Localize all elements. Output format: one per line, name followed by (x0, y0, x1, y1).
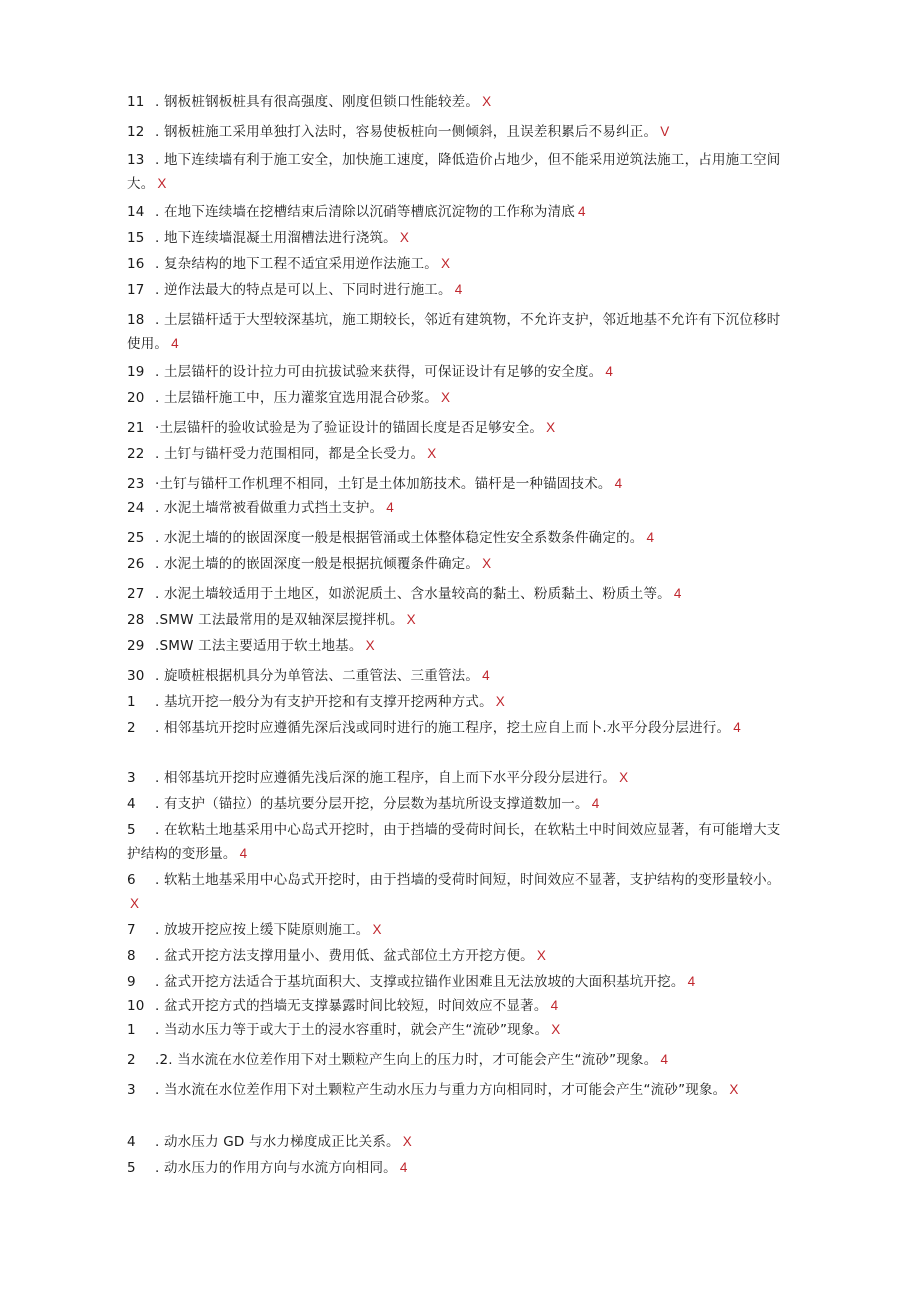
question-item (127, 416, 792, 440)
answer-mark: X (551, 1022, 561, 1037)
question-text: . 水泥土墙较适用于土地区，如淤泥质土、含水量较高的黏土、粉质黏土、粉质土等。 (155, 586, 671, 602)
question-number: 5 (127, 822, 136, 838)
answer-mark: X (372, 922, 382, 937)
answer-mark: 4 (550, 998, 559, 1013)
question-text: . 盆式开挖方法适合于基坑面积大、支撑或拉锚作业困难且无法放坡的大面积基坑开挖。 (155, 974, 685, 990)
question-number: 14 (127, 204, 145, 220)
question-number: 11 (127, 94, 145, 110)
question-item (127, 90, 792, 114)
question-item (127, 252, 792, 276)
answer-mark: X (399, 230, 410, 245)
question-number: 18 (127, 312, 145, 328)
question-item (127, 496, 792, 520)
question-number: 1 (127, 1022, 136, 1038)
question-item (127, 766, 792, 790)
question-item (127, 1078, 792, 1102)
question-item (127, 608, 792, 632)
question-text: . 盆式开挖方法支撑用量小、费用低、盆式部位土方开挖方便。 (155, 948, 534, 964)
question-text: . 放坡开挖应按上缓下陡原则施工。 (155, 922, 370, 938)
question-text: . 逆作法最大的特点是可以上、下同时进行施工。 (155, 282, 452, 298)
question-item (127, 970, 792, 994)
answer-mark: 4 (386, 500, 394, 515)
answer-mark: X (729, 1082, 739, 1097)
question-item (127, 526, 792, 550)
question-number: 26 (127, 556, 145, 572)
question-number: 27 (127, 586, 145, 602)
question-number: 20 (127, 390, 145, 406)
question-item (127, 1130, 792, 1154)
question-item (127, 1018, 792, 1042)
question-item (127, 818, 792, 866)
question-text: . 钢板桩钢板桩具有很高强度、刚度但锁口性能较差。 (155, 94, 480, 110)
question-text: . 当水流在水位差作用下对土颗粒产生动水压力与重力方向相同时，才可能会产生“流砂”现象。 (155, 1082, 727, 1098)
question-number: 6 (127, 872, 136, 888)
answer-mark: 4 (399, 1160, 408, 1175)
question-text: . 软粘土地基采用中心岛式开挖时，由于挡墙的受荷时间短，时间效应不显著，支护结构的变形量较小。 (155, 872, 781, 888)
question-text: . 钢板桩施工采用单独打入法时，容易使板桩向一侧倾斜，且误差积累后不易纠正。 (155, 124, 658, 140)
question-item (127, 690, 792, 714)
question-item (127, 278, 792, 302)
answer-mark: 4 (646, 530, 655, 545)
question-text: . 相邻基坑开挖时应遵循先浅后深的施工程序，自上而下水平分段分层进行。 (155, 770, 617, 786)
question-text: ·土层锚杆的验收试验是为了验证设计的锚固长度是否足够安全。 (155, 420, 544, 436)
question-text: . 盆式开挖方式的挡墙无支撑暴露时间比较短，时间效应不显著。 (155, 998, 548, 1014)
answer-mark: X (495, 694, 506, 709)
question-number: 7 (127, 922, 136, 938)
answer-mark: 4 (733, 720, 741, 735)
answer-mark: 4 (614, 476, 623, 491)
question-number: 19 (127, 364, 145, 380)
question-text: .SMW 工法主要适用于软土地基。 (155, 638, 363, 654)
question-item (127, 918, 792, 942)
question-number: 30 (127, 668, 145, 684)
question-item (127, 120, 792, 144)
question-text: . 相邻基坑开挖时应遵循先深后浅或同时进行的施工程序，挖土应自上而卜.水平分段分层进行。 (155, 720, 731, 736)
question-text: . 复杂结构的地下工程不适宜采用逆作法施工。 (155, 256, 438, 272)
answer-mark: 4 (673, 586, 682, 601)
question-number: 2 (127, 1052, 136, 1068)
question-item (127, 200, 792, 224)
question-text: . 基坑开挖一般分为有支护开挖和有支撑开挖两种方式。 (155, 694, 493, 710)
answer-mark: X (427, 446, 437, 461)
answer-mark: X (130, 896, 140, 911)
question-number: 3 (127, 770, 136, 786)
question-number: 22 (127, 446, 145, 462)
answer-mark: 4 (239, 846, 248, 861)
question-item (127, 148, 792, 196)
question-item (127, 582, 792, 606)
question-number: 17 (127, 282, 145, 298)
question-number: 29 (127, 638, 145, 654)
question-item (127, 634, 792, 658)
answer-mark: V (660, 124, 670, 139)
question-item (127, 386, 792, 410)
question-text: . 当动水压力等于或大于土的浸水容重时，就会产生“流砂”现象。 (155, 1022, 549, 1038)
question-item (127, 226, 792, 250)
question-item (127, 664, 792, 688)
question-item (127, 868, 792, 916)
question-number: 5 (127, 1160, 136, 1176)
question-text: .2. 当水流在水位差作用下对土颗粒产生向上的压力时，才可能会产生“流砂”现象。 (155, 1052, 658, 1068)
question-number: 16 (127, 256, 145, 272)
question-number: 8 (127, 948, 136, 964)
question-number: 25 (127, 530, 145, 546)
question-number: 21 (127, 420, 145, 436)
question-text: . 在软粘土地基采用中心岛式开挖时，由于挡墙的受荷时间长，在软粘土中时间效应显著，有可能增大支护结构的变形量。 (127, 822, 781, 862)
question-item (127, 994, 792, 1018)
question-number: 23 (127, 476, 145, 492)
question-number: 12 (127, 124, 145, 140)
question-text: . 动水压力的作用方向与水流方向相同。 (155, 1160, 397, 1176)
question-text: . 水泥土墙常被看做重力式挡土支护。 (155, 500, 384, 516)
answer-mark: 4 (605, 364, 614, 379)
answer-mark: 4 (660, 1052, 669, 1067)
question-item (127, 1156, 792, 1180)
answer-mark: X (619, 770, 629, 785)
answer-mark: X (546, 420, 556, 435)
question-number: 2 (127, 720, 136, 736)
question-text: . 旋喷桩根据机具分为单管法、二重管法、三重管法。 (155, 668, 480, 684)
answer-mark: X (440, 256, 451, 271)
question-item (127, 308, 792, 356)
question-number: 9 (127, 974, 136, 990)
question-number: 24 (127, 500, 145, 516)
answer-mark: 4 (687, 974, 696, 989)
question-text: . 地下连续墙有利于施工安全，加快施工速度，降低造价占地少，但不能采用逆筑法施工，占用施工空间大。 (127, 152, 781, 192)
question-text: .SMW 工法最常用的是双轴深层搅拌机。 (155, 612, 404, 628)
question-text: . 土钉与锚杆受力范围相同，都是全长受力。 (155, 446, 425, 462)
answer-mark: X (482, 94, 492, 109)
answer-mark: X (157, 176, 167, 191)
answer-mark: X (482, 556, 492, 571)
question-item (127, 360, 792, 384)
question-text: . 土层锚杆适于大型较深基坑，施工期较长，邻近有建筑物，不允许支护，邻近地基不允许有下沉位移时使用。 (127, 312, 781, 352)
question-item (127, 792, 792, 816)
question-text: ·土钉与锚杆工作机理不相同，土钉是土体加筋技术。锚杆是一种锚固技术。 (155, 476, 612, 492)
question-number: 10 (127, 998, 145, 1014)
answer-mark: 4 (171, 336, 179, 351)
answer-mark: X (536, 948, 547, 963)
answer-mark: 4 (482, 668, 490, 683)
question-text: . 土层锚杆的设计拉力可由抗拔试验来获得，可保证设计有足够的安全度。 (155, 364, 603, 380)
question-number: 4 (127, 796, 136, 812)
answer-mark: 4 (577, 204, 586, 219)
question-text: . 地下连续墙混凝土用溜槽法进行浇筑。 (155, 230, 397, 246)
question-item (127, 716, 792, 740)
question-text: . 有支护（锚拉）的基坑要分层开挖，分层数为基坑所设支撑道数加一。 (155, 796, 589, 812)
question-number: 4 (127, 1134, 136, 1150)
question-number: 3 (127, 1082, 136, 1098)
answer-mark: X (402, 1134, 412, 1149)
question-item (127, 552, 792, 576)
answer-mark: X (365, 638, 375, 653)
question-item (127, 1048, 792, 1072)
question-item (127, 442, 792, 466)
question-item (127, 472, 792, 496)
question-number: 13 (127, 152, 145, 168)
question-number: 28 (127, 612, 145, 628)
question-item (127, 944, 792, 968)
answer-mark: 4 (454, 282, 463, 297)
question-text: . 土层锚杆施工中，压力灌浆宜选用混合砂浆。 (155, 390, 438, 406)
answer-mark: 4 (591, 796, 600, 811)
answer-mark: X (406, 612, 416, 627)
answer-mark: X (440, 390, 451, 405)
question-number: 1 (127, 694, 136, 710)
question-text: . 水泥土墙的的嵌固深度一般是根据管涌或土体整体稳定性安全系数条件确定的。 (155, 530, 644, 546)
question-text: . 水泥土墙的的嵌固深度一般是根据抗倾覆条件确定。 (155, 556, 480, 572)
question-number: 15 (127, 230, 145, 246)
question-text: . 在地下连续墙在挖槽结束后清除以沉硝等槽底沉淀物的工作称为清底 (155, 204, 575, 220)
question-text: . 动水压力 GD 与水力梯度成正比关系。 (155, 1134, 400, 1150)
